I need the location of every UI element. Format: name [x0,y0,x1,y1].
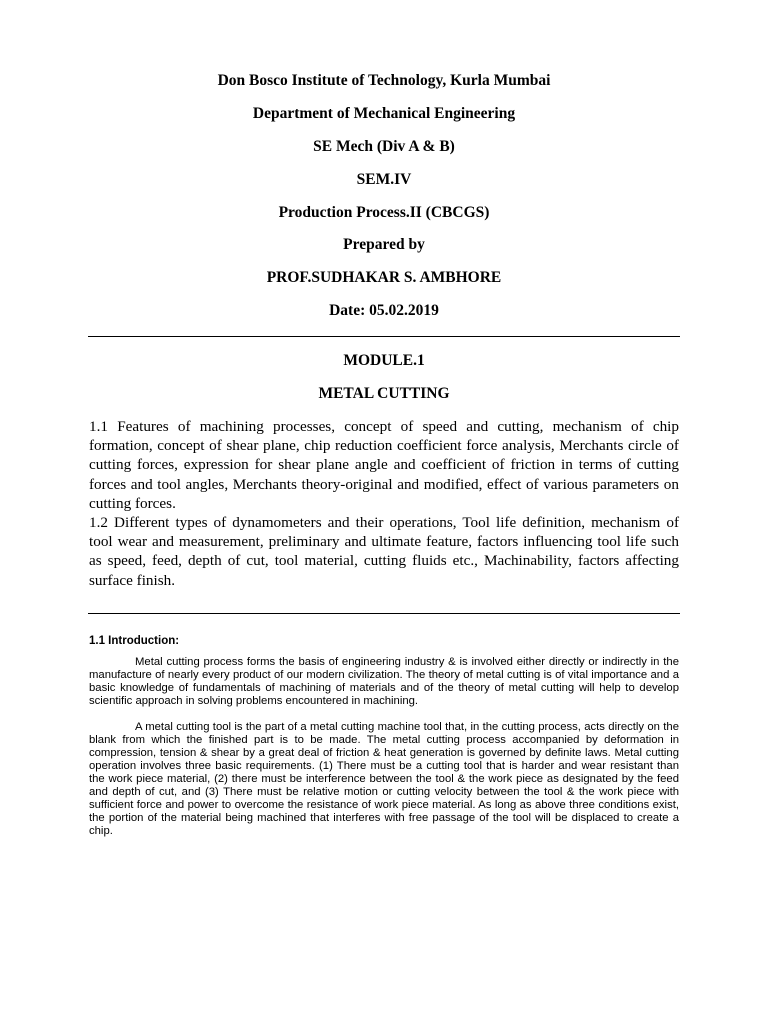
department-name: Department of Mechanical Engineering [252,105,516,122]
subject-title: Production Process.II (CBCGS) [278,204,490,221]
module-number: MODULE.1 [343,352,425,369]
class-name: SE Mech (Div A & B) [313,138,455,155]
introduction-paragraph-2: A metal cutting tool is the part of a metal cutting machine tool that, in the cutting process, acts directly on the blank from which the finished part is to be made. The metal cutting process accompanied by deformation in compression, tension & shear by a great deal of friction & heat generation is governed by definite laws. Metal cutting operation involves three basic requirements. (1) There must be a cutting tool that is harder and wear resistant than the work piece material, (2) there must be interference between the tool & the work piece as designated by the feed and depth of cut, and (3) There must be relative motion or cutting velocity between the tool & the work piece with sufficient force and power to overcome the resistance of work piece material. As long as above three conditions exist, the portion of the material being machined that interferes with free passage of the tool will be displaced to create a chip. [89,721,679,837]
document-date: Date: 05.02.2019 [329,302,439,319]
module-title: METAL CUTTING [318,385,450,402]
introduction-heading: 1.1 Introduction: [89,635,180,647]
introduction-paragraph-1: Metal cutting process forms the basis of engineering industry & is involved either directly or indirectly in the manufacture of nearly every product of our modern civilization. The theory of metal cutting is of vital importance and a basic knowledge of fundamentals of machining of materials and of the theory of metal cutting will help to develop scientific approach in solving problems encountered in machining. [89,656,679,707]
divider-top [88,336,680,337]
divider-bottom [88,613,680,614]
semester: SEM.IV [356,171,412,188]
syllabus-paragraph-2: 1.2 Different types of dynamometers and their operations, Tool life definition, mechanism of tool wear and measurement, preliminary and ultimate feature, factors influencing tool life such as speed, feed, depth of cut, tool material, cutting fluids etc., Machinability, factors affecting surface finish. [89,514,679,589]
syllabus-paragraph-1: 1.1 Features of machining processes, concept of speed and cutting, mechanism of chip formation, concept of shear plane, chip reduction coefficient force analysis, Merchants circle of cutting forces, expression for shear plane angle and coefficient of friction in terms of cutting forces and tool angles, Merchants theory-original and modified, effect of various parameters on cutting forces. [89,418,679,512]
prepared-by-label: Prepared by [343,236,425,253]
author-name: PROF.SUDHAKAR S. AMBHORE [266,269,502,286]
institute-name: Don Bosco Institute of Technology, Kurla Mumbai [217,72,551,89]
